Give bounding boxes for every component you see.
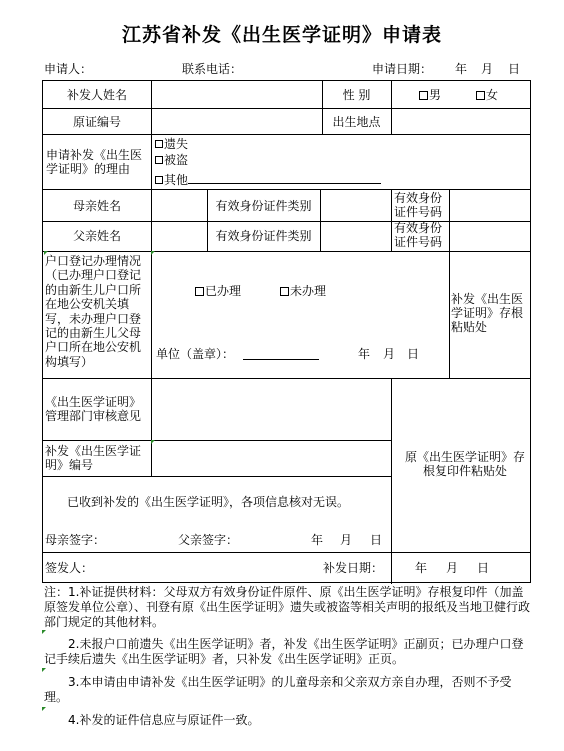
unit-seal-field[interactable] xyxy=(243,346,319,360)
application-form-table xyxy=(42,80,531,583)
other-label: 其他 xyxy=(164,173,189,187)
year-label: 年 xyxy=(455,62,468,76)
issue-date-label: 补发日期： xyxy=(323,561,384,575)
note-4: 4.补发的证件信息应与原证件一致。 xyxy=(68,713,260,727)
issuer-label: 签发人： xyxy=(45,561,94,575)
other-checkbox[interactable] xyxy=(155,176,163,184)
other-reason-field[interactable] xyxy=(188,172,381,184)
hukou-month-label: 月 xyxy=(383,347,396,361)
male-checkbox[interactable] xyxy=(419,91,428,100)
review-label: 《出生医学证明》管理部门审核意见 xyxy=(45,395,142,423)
issue-day-label: 日 xyxy=(477,561,490,575)
birthplace-label: 出生地点 xyxy=(332,115,381,129)
hukou-done-option[interactable] xyxy=(195,284,241,298)
note-1: 注：1.补证提供材料：父母双方有效身份证件原件、原《出生医学证明》存根复印件（加盖原签发单位公章）、刊登有原《出生医学证明》遗失或被盗等相关声明的报纸及当地卫健行政部门规定的其他材料。 xyxy=(44,585,531,629)
phone-label: 联系电话： xyxy=(182,62,243,76)
day-label: 日 xyxy=(508,62,521,76)
received-statement: 已收到补发的《出生医学证明》，各项信息核对无误。 xyxy=(67,495,350,509)
not-done-checkbox[interactable] xyxy=(280,287,289,296)
hukou-day-label: 日 xyxy=(407,347,420,361)
cell-marker xyxy=(151,440,155,444)
father-id-no-label: 有效身份证件号码 xyxy=(394,221,443,249)
reason-label: 申请补发《出生医学证明》的理由 xyxy=(46,148,143,176)
father-name-label: 父亲姓名 xyxy=(72,229,121,243)
unit-seal-label: 单位（盖章）： xyxy=(156,347,235,361)
note-marker xyxy=(42,630,46,634)
stolen-label: 被盗 xyxy=(164,153,189,167)
apply-date-label: 申请日期： xyxy=(372,62,433,76)
mother-name-label: 母亲姓名 xyxy=(72,199,121,213)
father-id-type-label: 有效身份证件类别 xyxy=(215,229,312,243)
gender-label: 性 别 xyxy=(342,88,371,102)
father-sign-label: 父亲签字： xyxy=(178,533,239,547)
sign-day-label: 日 xyxy=(370,533,383,547)
done-label: 已办理 xyxy=(205,284,242,298)
note-marker xyxy=(42,668,46,672)
page-title: 江苏省补发《出生医学证明》申请表 xyxy=(121,24,442,46)
applicant-label: 申请人： xyxy=(44,62,93,76)
female-checkbox[interactable] xyxy=(476,91,485,100)
notes-section xyxy=(44,585,530,728)
female-option[interactable] xyxy=(476,88,498,102)
orig-no-label: 原证编号 xyxy=(72,115,121,129)
lost-label: 遗失 xyxy=(164,137,189,151)
male-label: 男 xyxy=(429,88,442,102)
mother-id-no-label: 有效身份证件号码 xyxy=(394,191,443,219)
stolen-checkbox[interactable] xyxy=(155,156,163,164)
cell-marker xyxy=(44,251,48,255)
reason-lost-option[interactable] xyxy=(155,137,188,151)
issue-year-label: 年 xyxy=(415,561,428,575)
sign-month-label: 月 xyxy=(340,533,353,547)
hukou-not-done-option[interactable] xyxy=(280,284,326,298)
note-2: 2.未报户口前遗失《出生医学证明》者，补发《出生医学证明》正副页；已办理户口登记手续后遗失《出生医学证明》者，只补发《出生医学证明》正页。 xyxy=(44,637,524,666)
orig-stub-copy-label: 原《出生医学证明》存根复印件粘贴处 xyxy=(404,450,525,478)
reason-other-option[interactable] xyxy=(155,172,381,187)
male-option[interactable] xyxy=(419,88,441,102)
child-name-label: 补发人姓名 xyxy=(66,88,127,102)
reason-stolen-option[interactable] xyxy=(155,153,188,167)
hukou-year-label: 年 xyxy=(358,347,371,361)
mother-sign-label: 母亲签字： xyxy=(45,533,106,547)
note-marker xyxy=(42,707,46,711)
note-3: 3.本申请由申请补发《出生医学证明》的儿童母亲和父亲双方亲自办理，否则不予受理。 xyxy=(44,675,512,704)
done-checkbox[interactable] xyxy=(195,287,204,296)
lost-checkbox[interactable] xyxy=(155,140,163,148)
month-label: 月 xyxy=(481,62,494,76)
hukou-label: 户口登记办理情况（已办理户口登记的由新生儿户口所在地公安机关填写，未办理户口登记的由新生儿父母户口所在地公安机构填写） xyxy=(45,254,142,369)
sign-year-label: 年 xyxy=(311,533,324,547)
issue-month-label: 月 xyxy=(446,561,459,575)
female-label: 女 xyxy=(486,88,499,102)
new-no-label: 补发《出生医学证明》编号 xyxy=(45,444,142,472)
cell-marker xyxy=(151,251,155,255)
stub-paste-label: 补发《出生医学证明》存根粘贴处 xyxy=(451,292,524,334)
not-done-label: 未办理 xyxy=(290,284,327,298)
mother-id-type-label: 有效身份证件类别 xyxy=(215,199,312,213)
